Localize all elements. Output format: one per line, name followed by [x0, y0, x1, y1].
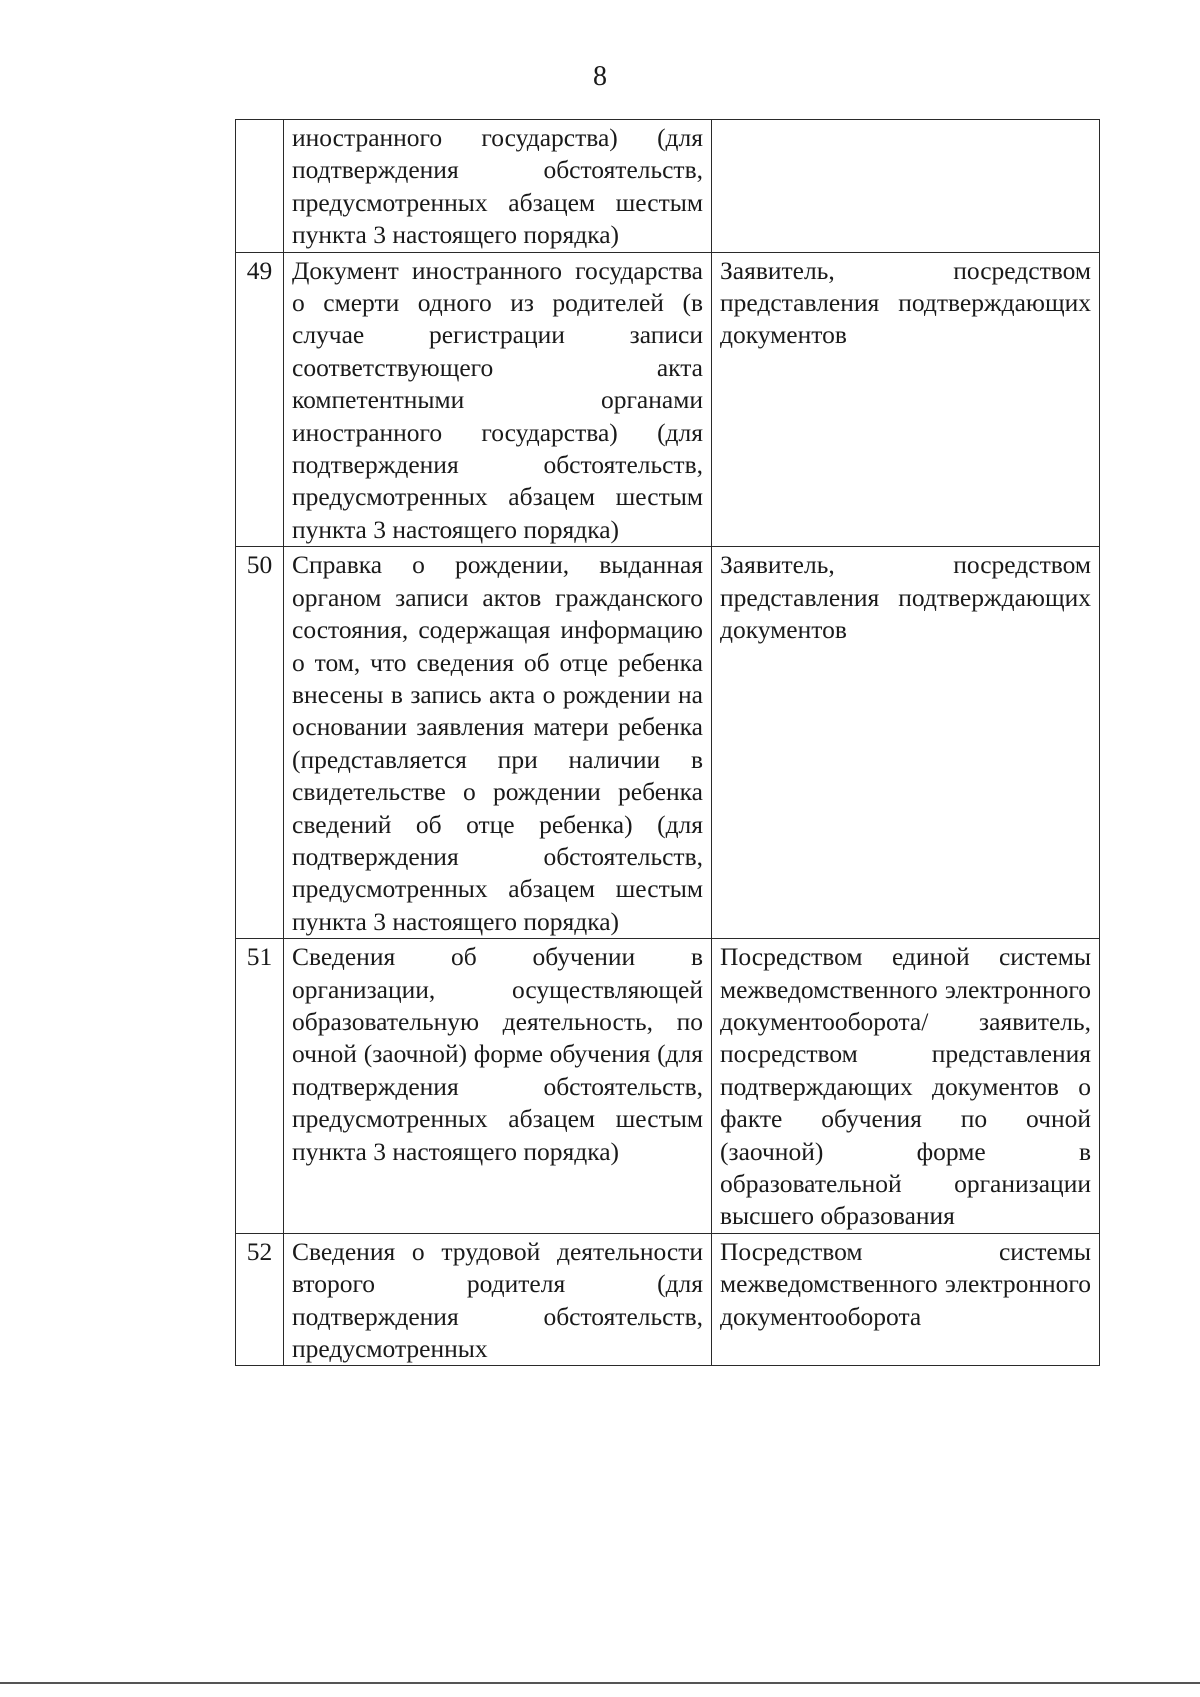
- source-cell: Посредством системы межведомственного электронного документооборота: [712, 1233, 1100, 1366]
- row-number: 52: [236, 1233, 284, 1366]
- page-bottom-rule: [0, 1682, 1200, 1684]
- table-row: [236, 252, 1100, 547]
- source-cell: Заявитель, посредством представления подтверждающих документов: [712, 252, 1100, 547]
- table-row: [236, 1233, 1100, 1366]
- table-row: [236, 547, 1100, 939]
- documents-table: [235, 119, 1100, 1366]
- table-row: [236, 939, 1100, 1234]
- document-name-cell: иностранного государства) (для подтверждения обстоятельств, предусмотренных абзацем шестым пункта 3 настоящего порядка): [284, 120, 712, 253]
- table-row: [236, 120, 1100, 253]
- document-name-cell: Документ иностранного государства о смерти одного из родителей (в случае регистрации записи соответствующего акта компетентными органами иностранного государства) (для подтверждения обстоятельств, предусмотренных абзацем шестым пункта 3 настоящего порядка): [284, 252, 712, 547]
- page-number: 8: [593, 61, 607, 92]
- row-number: 50: [236, 547, 284, 939]
- document-name-cell: Сведения о трудовой деятельности второго родителя (для подтверждения обстоятельств, предусмотренных: [284, 1233, 712, 1366]
- source-cell: [712, 120, 1100, 253]
- source-cell: Заявитель, посредством представления подтверждающих документов: [712, 547, 1100, 939]
- row-number: 51: [236, 939, 284, 1234]
- row-number: 49: [236, 252, 284, 547]
- document-name-cell: Справка о рождении, выданная органом записи актов гражданского состояния, содержащая информацию о том, что сведения об отце ребенка внесены в запись акта о рождении на основании заявления матери ребенка (представляется при наличии в свидетельстве о рождении ребенка сведений об отце ребенка) (для подтверждения обстоятельств, предусмотренных абзацем шестым пункта 3 настоящего порядка): [284, 547, 712, 939]
- source-cell: Посредством единой системы межведомственного электронного документооборота/ заявитель, посредством представления подтверждающих документов о факте обучения по очной (заочной) форме в образовательной организации высшего образования: [712, 939, 1100, 1234]
- row-number: [236, 120, 284, 253]
- document-name-cell: Сведения об обучении в организации, осуществляющей образовательную деятельность, по очной (заочной) форме обучения (для подтверждения обстоятельств, предусмотренных абзацем шестым пункта 3 настоящего порядка): [284, 939, 712, 1234]
